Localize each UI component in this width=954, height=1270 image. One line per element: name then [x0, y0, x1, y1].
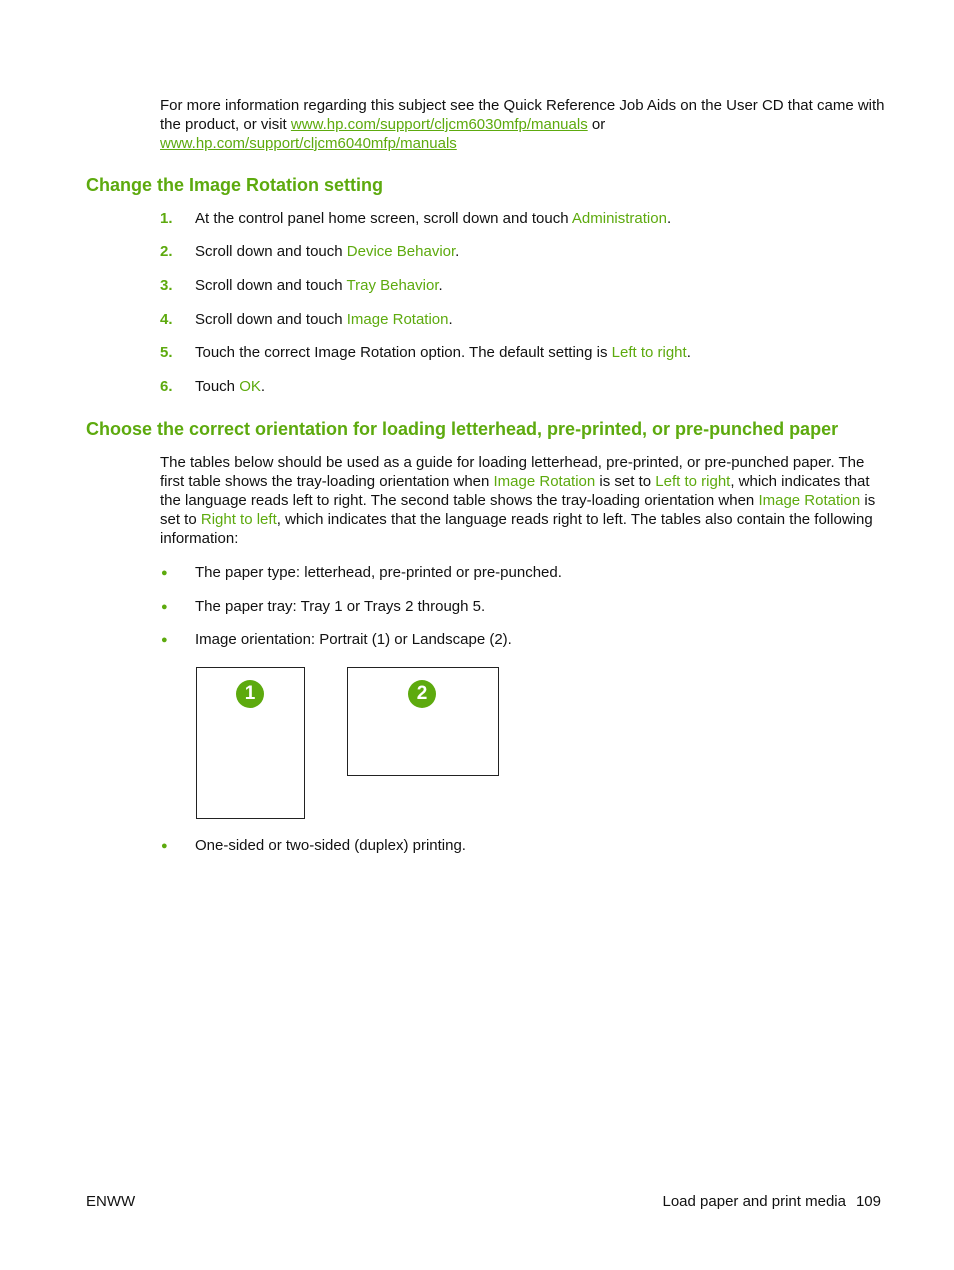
step-number: 6.: [160, 378, 173, 395]
step-text: At the control panel home screen, scroll down and touch Administration.: [195, 210, 672, 227]
ui-term: OK: [239, 378, 261, 395]
step-text: Touch OK.: [195, 378, 266, 395]
section-heading-orientation: Choose the correct orientation for loading letterhead, pre-printed, or pre-punched paper: [86, 419, 839, 439]
manuals-link-6040[interactable]: www.hp.com/support/cljcm6040mfp/manuals: [160, 135, 457, 152]
ui-term: Left to right: [655, 473, 731, 490]
bullet-icon: ●: [161, 634, 168, 646]
step-text: Scroll down and touch Device Behavior.: [195, 243, 460, 260]
callout-2-icon: 2: [408, 680, 436, 708]
footer-left-label: ENWW: [86, 1193, 136, 1210]
orientation-paragraph: The tables below should be used as a guide for loading letterhead, pre-printed, or pre-punched paper. The first table shows the tray-loading orientation when Image Rotation is set to Left to right, which indicates that the language reads left to right. The second table shows the tray-loading orientation when Image Rotation is set to Right to left, which indicates that the language reads right to left. The tables also contain the following information:: [160, 454, 876, 547]
ui-term: Device Behavior: [346, 243, 456, 260]
step-number: 3.: [160, 277, 173, 294]
page-number: 109: [855, 1193, 881, 1210]
intro-or: or: [587, 116, 606, 133]
step-text: Scroll down and touch Tray Behavior.: [195, 277, 443, 294]
ui-term: Left to right: [611, 344, 687, 361]
ui-term: Image Rotation: [346, 311, 449, 328]
step-number: 4.: [160, 311, 173, 328]
step-number: 2.: [160, 243, 173, 260]
step-number: 1.: [160, 210, 173, 227]
bullet-icon: ●: [161, 601, 168, 613]
section-heading-image-rotation: Change the Image Rotation setting: [86, 175, 384, 195]
step-text: Scroll down and touch Image Rotation.: [195, 311, 453, 328]
step-number: 5.: [160, 344, 173, 361]
list-item-text: The paper tray: Tray 1 or Trays 2 through 5.: [195, 598, 486, 615]
ui-term: Tray Behavior: [346, 277, 439, 294]
manuals-link-6030[interactable]: www.hp.com/support/cljcm6030mfp/manuals: [290, 116, 588, 133]
bullet-icon: ●: [161, 840, 168, 852]
step-text: Touch the correct Image Rotation option. The default setting is Left to right.: [195, 344, 691, 361]
list-item-text: Image orientation: Portrait (1) or Landscape (2).: [195, 631, 512, 648]
list-item-text: One-sided or two-sided (duplex) printing.: [195, 837, 466, 854]
footer-chapter-title: Load paper and print media: [662, 1193, 846, 1210]
ui-term: Image Rotation: [493, 473, 596, 490]
ui-term: Administration: [571, 210, 667, 227]
footer-right: [663, 1192, 882, 1212]
ui-term: Image Rotation: [758, 492, 861, 509]
callout-1-icon: 1: [236, 680, 264, 708]
ui-term: Right to left: [200, 511, 277, 528]
intro-paragraph: [160, 96, 885, 153]
list-item-text: The paper type: letterhead, pre-printed or pre-punched.: [195, 564, 562, 581]
bullet-icon: ●: [161, 567, 168, 579]
intro-text: For more information regarding this subject see the Quick Reference Job Aids on the User CD that came with the product, or visit: [160, 97, 885, 133]
